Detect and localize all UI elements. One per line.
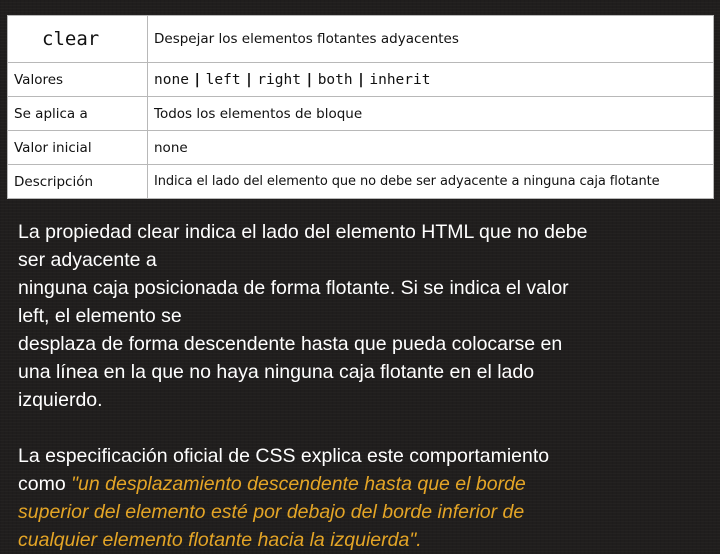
value-item: none: [154, 71, 189, 88]
text-line: left, el elemento se: [18, 305, 182, 327]
quote-text: cualquier elemento flotante hacia la izquierda".: [18, 529, 422, 551]
text-line: La especificación oficial de CSS explica este comportamiento: [18, 445, 550, 467]
value-item: both: [317, 71, 353, 88]
quote-text: "un desplazamiento descendente hasta que el borde: [71, 473, 526, 495]
row-label: Valor inicial: [8, 131, 148, 165]
text-line: izquierdo.: [18, 389, 103, 411]
table-row: [8, 165, 714, 199]
row-value: Todos los elementos de bloque: [148, 97, 714, 131]
row-value: none: [148, 131, 714, 165]
text-line: La propiedad clear indica el lado del elemento HTML que no debe: [18, 221, 588, 243]
row-label: Valores: [8, 63, 148, 97]
text-line: desplaza de forma descendente hasta que pueda colocarse en: [18, 333, 563, 355]
table-row: [8, 63, 714, 97]
value-item: left: [205, 71, 241, 88]
text-line: una línea en la que no haya ninguna caja flotante en el lado: [18, 361, 535, 383]
css-property-table: [7, 15, 714, 199]
values-cell: none | left | right | both | inherit: [148, 63, 714, 97]
property-description: Despejar los elementos flotantes adyacentes: [148, 16, 714, 63]
paragraph-1: [18, 218, 708, 414]
row-label: Se aplica a: [8, 97, 148, 131]
quote-text: superior del elemento esté por debajo del borde inferior de: [18, 501, 525, 523]
text-line: [18, 470, 708, 498]
table-row: [8, 97, 714, 131]
text-line: ninguna caja posicionada de forma flotante. Si se indica el valor: [18, 277, 569, 299]
text-line: ser adyacente a: [18, 249, 157, 271]
value-item: right: [257, 71, 301, 88]
explanation-text: [18, 218, 708, 554]
row-value: Indica el lado del elemento que no debe ser adyacente a ninguna caja flotante: [148, 165, 714, 199]
paragraph-2: [18, 442, 708, 554]
row-label: Descripción: [8, 165, 148, 199]
property-name: clear: [8, 16, 148, 63]
table-row: [8, 16, 714, 63]
plain-text: como: [18, 473, 72, 495]
table-row: [8, 131, 714, 165]
value-item: inherit: [369, 71, 431, 88]
